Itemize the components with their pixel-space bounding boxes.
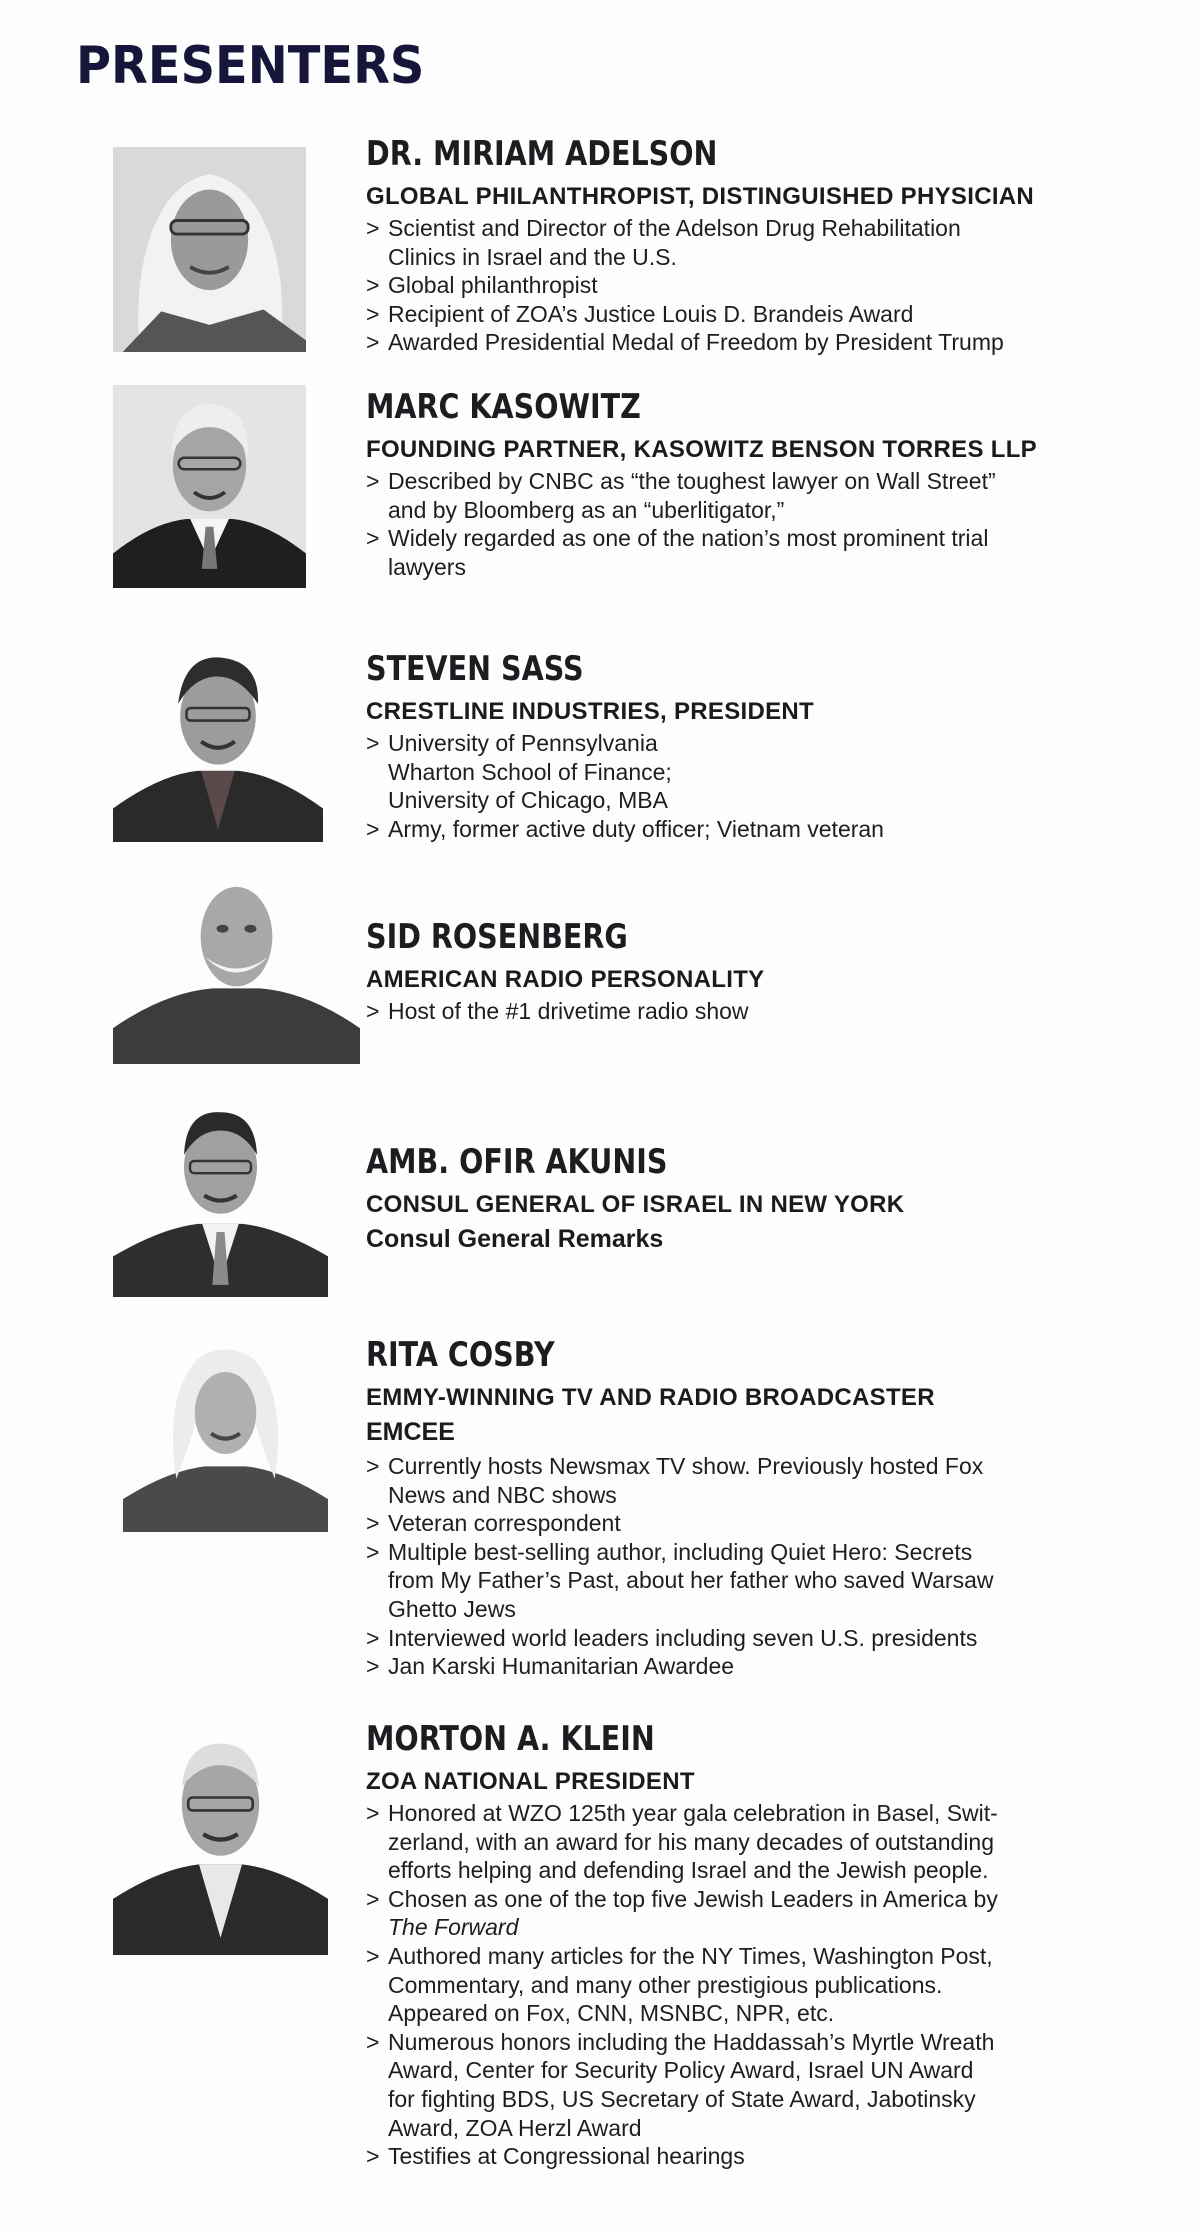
bullet-list <box>366 997 1166 1026</box>
presenter-note: Consul General Remarks <box>366 1225 664 1253</box>
presenter-name: DR. MIRIAM ADELSON <box>366 134 718 174</box>
presenter-role: CRESTLINE INDUSTRIES, PRESIDENT <box>366 698 815 725</box>
bullet-item: > Testifies at Congressional hearings <box>366 2142 1166 2171</box>
presenter-role: EMMY-WINNING TV AND RADIO BROADCASTER <box>366 1384 935 1411</box>
portrait-photo <box>113 641 323 842</box>
bullet-item: > Currently hosts Newsmax TV show. Previously hosted Fox News and NBC shows <box>366 1452 1166 1509</box>
page-title: PRESENTERS <box>76 36 425 96</box>
bullet-list <box>366 1799 1166 2171</box>
bullet-item: > Authored many articles for the NY Times, Washington Post, Commentary, and many other prestigious publications. Appeared on Fox, CNN, MSNBC, NPR, etc. <box>366 1942 1166 2028</box>
bullet-item: > Widely regarded as one of the nation’s most prominent trial lawyers <box>366 524 1166 581</box>
presenter-role: CONSUL GENERAL OF ISRAEL IN NEW YORK <box>366 1191 905 1218</box>
portrait-photo <box>113 1094 328 1297</box>
bullet-item: > Jan Karski Humanitarian Awardee <box>366 1652 1166 1681</box>
presenter-name: RITA COSBY <box>366 1335 555 1375</box>
bullet-item: > Numerous honors including the Haddassah’s Myrtle Wreath Award, Center for Security Policy Award, Israel UN Award for fighting BDS, US Secretary of State Award, Jabotinsky Award, ZOA Herzl Award <box>366 2028 1166 2142</box>
presenter-name: STEVEN SASS <box>366 649 584 689</box>
bullet-list <box>366 467 1166 581</box>
bullet-item: > Army, former active duty officer; Vietnam veteran <box>366 815 1166 844</box>
presenter-role: AMERICAN RADIO PERSONALITY <box>366 966 765 993</box>
portrait-photo <box>123 1335 328 1532</box>
portrait-photo <box>113 1722 328 1955</box>
bullet-item: > Described by CNBC as “the toughest lawyer on Wall Street” and by Bloomberg as an “uberlitigator,” <box>366 467 1166 524</box>
portrait-photo <box>113 873 360 1064</box>
presenter-role: ZOA NATIONAL PRESIDENT <box>366 1768 695 1795</box>
bullet-item: > Honored at WZO 125th year gala celebration in Basel, Swit- zerland, with an award for his many decades of outstanding efforts helping and defending Israel and the Jewish people. <box>366 1799 1166 1885</box>
presenter-note: EMCEE <box>366 1418 455 1446</box>
bullet-item: > Multiple best-selling author, including Quiet Hero: Secrets from My Father’s Past, about her father who saved Warsaw Ghetto Jews <box>366 1538 1166 1624</box>
presenter-name: SID ROSENBERG <box>366 917 628 957</box>
presenter-role: GLOBAL PHILANTHROPIST, DISTINGUISHED PHYSICIAN <box>366 183 1035 210</box>
presenter-role: FOUNDING PARTNER, KASOWITZ BENSON TORRES LLP <box>366 436 1037 463</box>
bullet-item: > Recipient of ZOA’s Justice Louis D. Brandeis Award <box>366 300 1166 329</box>
bullet-item: > Global philanthropist <box>366 271 1166 300</box>
bullet-list <box>366 1452 1166 1681</box>
bullet-item: > Host of the #1 drivetime radio show <box>366 997 1166 1026</box>
portrait-photo <box>113 385 306 588</box>
bullet-item: > University of Pennsylvania Wharton School of Finance; University of Chicago, MBA <box>366 729 1166 815</box>
bullet-item: > Chosen as one of the top five Jewish Leaders in America by The Forward <box>366 1885 1166 1942</box>
bullet-item: > Veteran correspondent <box>366 1509 1166 1538</box>
presenter-name: MORTON A. KLEIN <box>366 1719 655 1759</box>
presenter-name: AMB. OFIR AKUNIS <box>366 1142 668 1182</box>
bullet-item: > Awarded Presidential Medal of Freedom by President Trump <box>366 328 1166 357</box>
portrait-photo <box>113 147 306 352</box>
bullet-list <box>366 729 1166 843</box>
bullet-item: > Interviewed world leaders including seven U.S. presidents <box>366 1624 1166 1653</box>
presenter-name: MARC KASOWITZ <box>366 387 641 427</box>
bullet-item: > Scientist and Director of the Adelson Drug Rehabilitation Clinics in Israel and the U.S. <box>366 214 1166 271</box>
bullet-list <box>366 214 1166 357</box>
